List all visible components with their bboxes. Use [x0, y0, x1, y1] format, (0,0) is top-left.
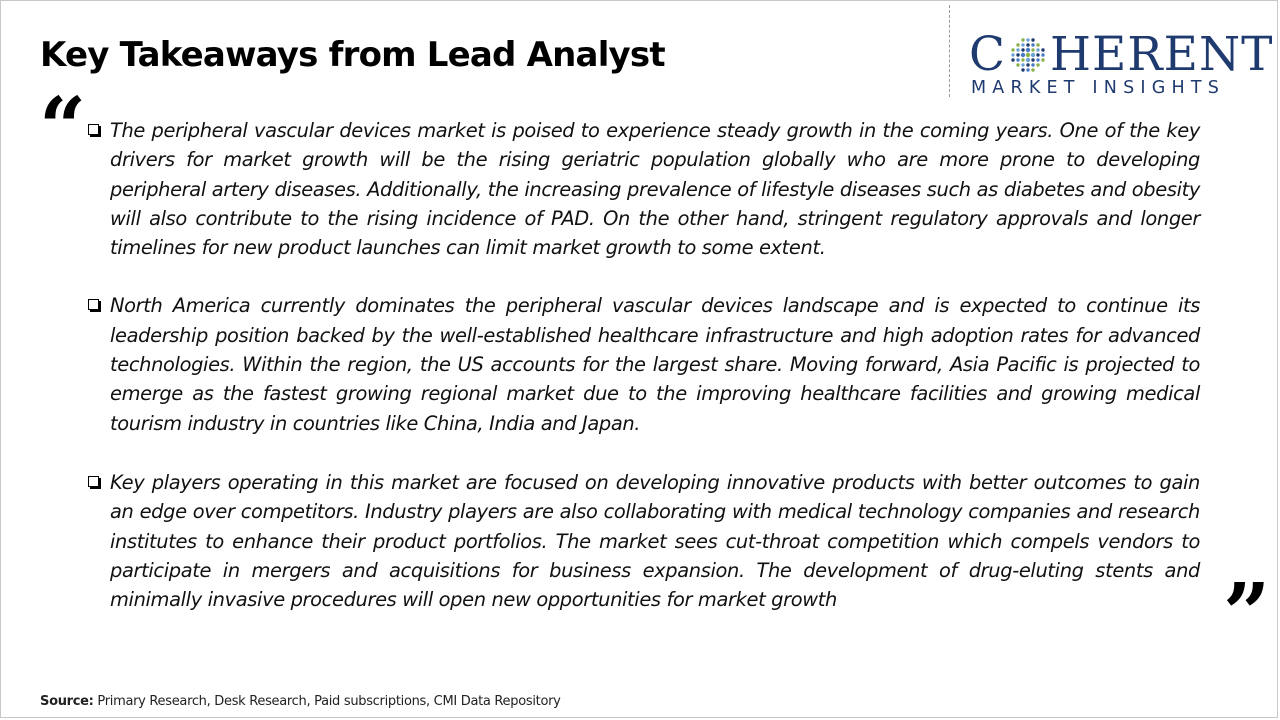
logo-dot [1016, 63, 1019, 66]
takeaways-list [87, 116, 1200, 643]
logo-dot [1031, 58, 1034, 61]
takeaway-text: The peripheral vascular devices market is poised to experience steady growth in the coming years. One of the key drivers for market growth will be the rising geriatric population globally who are more prone to developing peripheral artery diseases. Additionally, the increasing prevalence of lifestyle diseases such as diabetes and obesity will also contribute to the rising incidence of PAD. On the other hand, stringent regulatory approvals and longer timelines for new product launches can limit market growth to some extent. [110, 119, 1200, 260]
logo-dot [1036, 48, 1039, 51]
logo-dot [1011, 48, 1014, 51]
logo-dot [1021, 48, 1024, 51]
logo-dot [1021, 38, 1024, 41]
open-quote-icon: “ [39, 80, 87, 176]
logo-dot [1026, 52, 1030, 56]
takeaway-text: Key players operating in this market are focused on developing innovative products with better outcomes to gain an edge over competitors. Industry players are also collaborating with medical technology companies and research institutes to enhance their product portfolios. The market sees cut-throat competition which compels vendors to participate in mergers and acquisitions for business expansion. The development of drug-eluting stents and minimally invasive procedures will open new opportunities for market growth [110, 470, 1200, 612]
close-quote-icon: ” [1223, 566, 1271, 662]
logo-dot [1031, 38, 1034, 41]
page-title: Key Takeaways from Lead Analyst [40, 35, 665, 75]
logo-dot [1031, 48, 1034, 51]
takeaway-item [87, 291, 1200, 437]
logo-dot [1021, 52, 1025, 56]
logo-dot [1036, 43, 1039, 46]
logo-dot [1041, 58, 1044, 61]
logo-dot [1036, 58, 1039, 61]
logo-wordmark [969, 27, 1274, 82]
source-text: Primary Research, Desk Research, Paid subscriptions, CMI Data Repository [93, 694, 561, 709]
logo-dot [1041, 48, 1044, 51]
company-logo [969, 27, 1274, 101]
logo-subtitle: MARKET INSIGHTS [971, 78, 1226, 98]
logo-dot [1031, 68, 1034, 71]
logo-dot [1021, 43, 1024, 46]
logo-dot [1016, 58, 1019, 61]
logo-globe-icon [1008, 35, 1048, 75]
takeaway-text: North America currently dominates the peripheral vascular devices landscape and is expected to continue its leadership position backed by the well-established healthcare infrastructure and high adoption rates for advanced technologies. Within the region, the US accounts for the largest share. Moving forward, Asia Pacific is projected to emerge as the fastest growing regional market due to the improving healthcare facilities and growing medical tourism industry in countries like China, India and Japan. [110, 294, 1200, 435]
checkbox-bullet-icon [88, 124, 99, 135]
logo-dot [1021, 58, 1024, 61]
logo-dot [1021, 68, 1024, 71]
logo-dot [1026, 68, 1029, 71]
logo-dot [1011, 58, 1014, 61]
logo-dot [1026, 63, 1029, 66]
logo-dot [1016, 53, 1019, 56]
logo-dot [1036, 63, 1039, 66]
logo-dot [1021, 63, 1024, 66]
source-label: Source: [40, 694, 94, 709]
logo-dot [1031, 43, 1034, 46]
logo-letters: HERENT [1049, 27, 1274, 82]
logo-dot [1016, 48, 1019, 51]
logo-dot [1031, 63, 1034, 66]
takeaway-item [87, 468, 1200, 614]
logo-dot [1011, 53, 1014, 56]
source-note [40, 694, 561, 709]
logo-dot [1036, 53, 1039, 56]
takeaway-item [87, 116, 1200, 262]
logo-dot [1026, 57, 1030, 61]
logo-dot [1026, 43, 1029, 46]
logo-letter-c: C [969, 27, 1006, 82]
logo-dot [1031, 52, 1035, 56]
checkbox-bullet-icon [88, 299, 99, 310]
checkbox-bullet-icon [88, 476, 99, 487]
logo-dot [1041, 53, 1044, 56]
logo-dot [1026, 38, 1029, 41]
header-divider [949, 5, 950, 97]
logo-dot [1026, 47, 1030, 51]
logo-dot [1016, 43, 1019, 46]
